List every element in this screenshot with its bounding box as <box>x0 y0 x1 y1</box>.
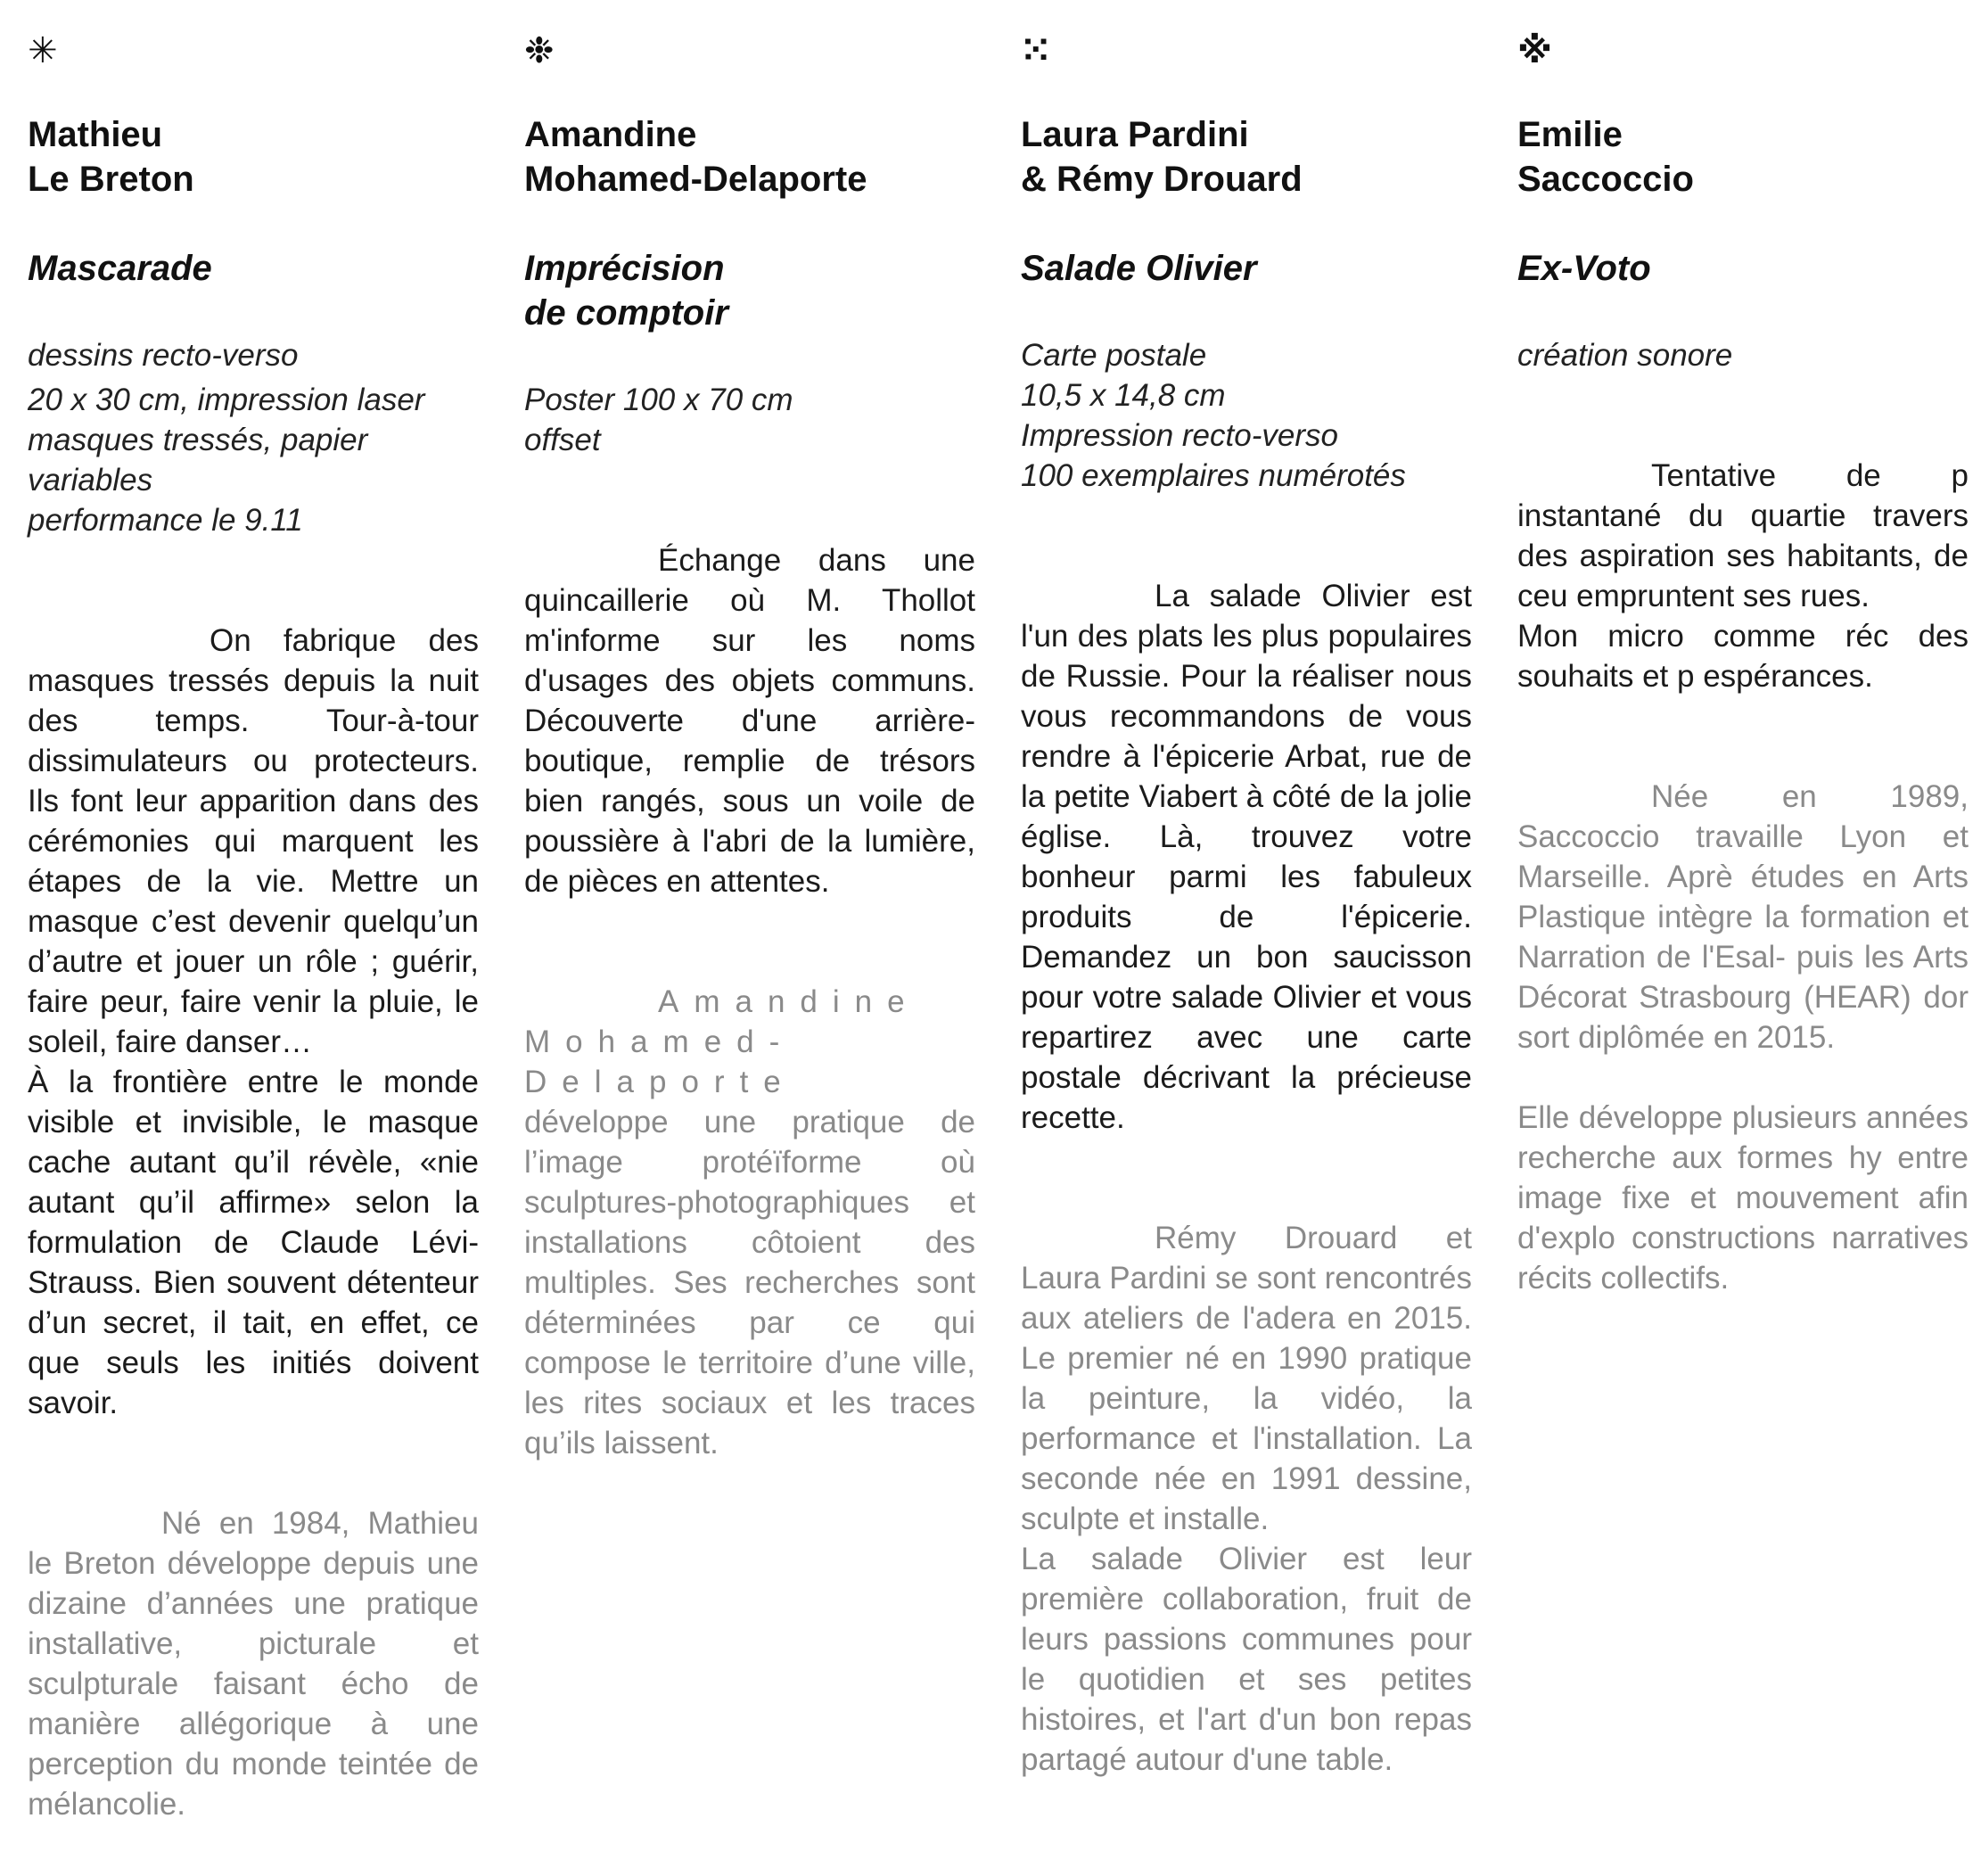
bio-paragraph: Elle développe plusieurs années recherche aux formes hy entre image fixe et mouvement afin d'explo constructions narratives récits collectifs. <box>1517 1100 1969 1296</box>
artist-name-line: Amandine <box>524 115 697 154</box>
artist-bio <box>1021 1218 1472 1780</box>
artist-name <box>1021 112 1472 202</box>
bio-artist-name: Amandine Mohamed-Delaporte <box>524 984 920 1099</box>
artwork-title-line: Imprécision <box>524 249 725 288</box>
artwork-title <box>1517 246 1981 291</box>
spec-line: masques tressés, papier <box>28 423 368 457</box>
bio-paragraph: développe une pratique de l’image protéïforme où sculptures-photographiques et installations côtoient des multiples. Ses recherches sont déterminées par ce qui compose le territoire d’une ville, les rites sociaux et les traces qu’ils laissent. <box>524 1105 975 1460</box>
artwork-specs <box>1021 335 1472 496</box>
artwork-title-line: Salade Olivier <box>1021 249 1257 288</box>
spec-line: Poster 100 x 70 cm <box>524 383 793 417</box>
artist-bio <box>524 982 975 1463</box>
artwork-specs <box>1517 335 1981 375</box>
artist-name-line: Mathieu <box>28 115 163 154</box>
column-laura-pardini-remy-drouard <box>1021 30 1472 1780</box>
column-amandine-mohamed-delaporte <box>524 30 975 1463</box>
bio-paragraph: Née en 1989, Saccoccio travaille Lyon et Marseille. Aprè études en Arts Plastique intègre la formation et Narration de l'Esal- puis les Arts Décorat Strasbourg (HEAR) dor sort diplômée en 2015. <box>1517 779 1969 1055</box>
spec-line: variables <box>28 463 153 498</box>
artist-name-line: & Rémy Drouard <box>1021 160 1303 199</box>
spec-line: 20 x 30 cm, impression laser <box>28 383 425 417</box>
bio-paragraph: La salade Olivier est leur première collaboration, fruit de leurs passions communes pour le quotidien et ses petites histoires, et l'art d'un bon repas partagé autour d'une table. <box>1021 1542 1472 1777</box>
artist-bio <box>28 1503 479 1824</box>
bio-paragraph: Rémy Drouard et Laura Pardini se sont rencontrés aux ateliers de l'adera en 2015. Le premier né en 1990 pratique la peinture, la vidéo, la performance et l'installation. La seconde née en 1991 dessine, sculpte et installe. <box>1021 1221 1472 1536</box>
artwork-description <box>1021 576 1472 1138</box>
asterisk-symbol-icon: ✳ <box>28 30 58 71</box>
artwork-description <box>524 540 975 901</box>
spec-line: Carte postale <box>1021 338 1207 373</box>
artist-name <box>1517 112 1981 202</box>
artist-name-line: Emilie <box>1517 115 1623 154</box>
description-paragraph: À la frontière entre le monde visible et invisible, le masque cache autant qu’il révèle, «nie autant qu’il affirme» selon la formulation de Claude Lévi-Strauss. Bien souvent détenteur d’un secret, il tait, en effet, ce que seuls les initiés doivent savoir. <box>28 1065 479 1420</box>
artwork-title <box>524 246 975 335</box>
reference-mark-symbol-icon: ※ <box>1517 30 1552 71</box>
artwork-title <box>28 246 479 291</box>
artist-name-line: Mohamed-Delaporte <box>524 160 867 199</box>
artist-name-line: Le Breton <box>28 160 194 199</box>
spec-line: performance le 9.11 <box>28 503 303 538</box>
artwork-title-line: Mascarade <box>28 249 212 288</box>
artwork-description <box>28 621 479 1423</box>
spec-line: création sonore <box>1517 338 1733 373</box>
artist-bio-continued <box>1517 1098 1969 1298</box>
artist-name <box>28 112 479 202</box>
artist-bio <box>1517 777 1969 1057</box>
artist-name <box>524 112 975 202</box>
snowflake-symbol-icon: ❉ <box>524 30 555 71</box>
spec-line: 100 exemplaires numérotés <box>1021 458 1406 493</box>
spec-line: offset <box>524 423 601 457</box>
artwork-title-line: de comptoir <box>524 293 728 333</box>
column-mathieu-le-breton <box>28 30 479 1824</box>
spec-line: 10,5 x 14,8 cm <box>1021 378 1226 413</box>
column-emilie-saccoccio <box>1517 30 1981 1298</box>
description-paragraph: La salade Olivier est l'un des plats les plus populaires de Russie. Pour la réaliser nous vous recommandons de vous rendre à l'épicerie Arbat, rue de la petite Viabert à côté de la jolie église. Là, trouvez votre bonheur parmi les fabuleux produits de l'épicerie. Demandez un bon saucisson pour votre salade Olivier et vous repartirez avec une carte postale décrivant la précieuse recette. <box>1021 579 1472 1135</box>
dotted-symbol-icon: ⁙ <box>1021 30 1051 71</box>
artwork-specs <box>28 335 479 540</box>
artwork-title-line: Ex-Voto <box>1517 249 1651 288</box>
description-paragraph: Tentative de p instantané du quartie travers des aspiration ses habitants, de ceu empruntent ses rues. <box>1517 458 1969 613</box>
artist-name-line: Saccoccio <box>1517 160 1694 199</box>
artwork-title <box>1021 246 1472 291</box>
description-paragraph: Mon micro comme réc des souhaits et p espérances. <box>1517 619 1969 694</box>
bio-paragraph: Né en 1984, Mathieu le Breton développe depuis une dizaine d’années une pratique installative, picturale et sculpturale faisant écho de manière allégorique à une perception du monde teintée de mélancolie. <box>28 1506 479 1822</box>
spec-line: Impression recto-verso <box>1021 418 1338 453</box>
artwork-description <box>1517 456 1969 696</box>
description-paragraph: On fabrique des masques tressés depuis la nuit des temps. Tour-à-tour dissimulateurs ou protecteurs. Ils font leur apparition dans des cérémonies qui marquent les étapes de la vie. Mettre un masque c’est devenir quelqu’un d’autre et jouer un rôle ; guérir, faire peur, faire venir la pluie, le soleil, faire danser… <box>28 623 479 1059</box>
artist-name-line: Laura Pardini <box>1021 115 1249 154</box>
spec-line: dessins recto-verso <box>28 338 299 373</box>
description-paragraph: Échange dans une quincaillerie où M. Thollot m'informe sur les noms d'usages des objets communs. Découverte d'une arrière-boutique, remplie de trésors bien rangés, sous un voile de poussière à l'abri de la lumière, de pièces en attentes. <box>524 543 975 899</box>
artwork-specs <box>524 380 975 460</box>
